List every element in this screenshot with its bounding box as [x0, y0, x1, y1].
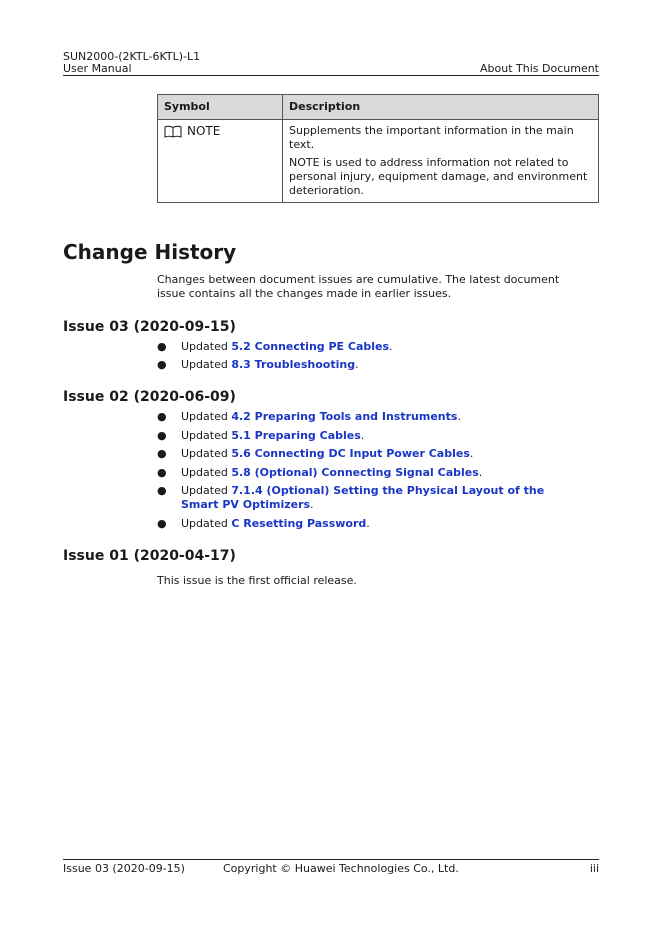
- issue-01-heading: Issue 01 (2020-04-17): [63, 548, 236, 564]
- table-header-symbol: Symbol: [158, 95, 283, 120]
- note-label: NOTE: [187, 124, 221, 138]
- description-text-1: Supplements the important information in the main text.: [289, 124, 574, 151]
- bullet-prefix: Updated: [181, 340, 232, 353]
- symbol-table: [157, 94, 599, 203]
- issue-01-text: This issue is the first official release.: [157, 574, 357, 587]
- header-doc-type: User Manual: [63, 62, 132, 75]
- bullet-dot: ●: [157, 429, 167, 442]
- bullet-prefix: Updated: [181, 484, 232, 497]
- bullet-prefix: Updated: [181, 410, 232, 423]
- link-5-8-connecting-signal-cables[interactable]: 5.8 (Optional) Connecting Signal Cables: [231, 466, 479, 479]
- footer-rule: [63, 859, 599, 860]
- issue-03-heading: Issue 03 (2020-09-15): [63, 319, 236, 335]
- bullet-dot: ●: [157, 466, 167, 479]
- change-history-intro: Changes between document issues are cumulative. The latest document issue contains all the changes made in earlier issues.: [157, 273, 560, 300]
- table-row: [158, 120, 599, 203]
- link-5-2-connecting-pe-cables[interactable]: 5.2 Connecting PE Cables: [231, 340, 390, 353]
- book-icon: [164, 125, 182, 138]
- bullet-suffix: .: [360, 429, 365, 442]
- bullet-suffix: .: [366, 517, 370, 530]
- bullet-prefix: Updated: [181, 358, 232, 371]
- note-symbol: [158, 120, 282, 138]
- description-cell: [283, 120, 599, 203]
- table-header-description: Description: [283, 95, 599, 120]
- header-section: About This Document: [480, 62, 599, 75]
- bullet-dot: ●: [157, 517, 167, 530]
- bullet-dot: ●: [157, 358, 167, 371]
- change-history-title: Change History: [63, 240, 237, 264]
- bullet-suffix: .: [469, 447, 474, 460]
- link-4-2-preparing-tools[interactable]: 4.2 Preparing Tools and Instruments: [231, 410, 458, 423]
- bullet-suffix: .: [355, 358, 359, 371]
- bullet-dot: ●: [157, 340, 167, 353]
- bullet-dot: ●: [157, 447, 167, 460]
- bullet-suffix: .: [478, 466, 483, 479]
- bullet-prefix: Updated: [181, 466, 232, 479]
- link-5-1-preparing-cables[interactable]: 5.1 Preparing Cables: [231, 429, 361, 442]
- symbol-cell: [158, 120, 283, 203]
- footer-copyright: Copyright © Huawei Technologies Co., Ltd.: [223, 862, 459, 875]
- header-rule: [63, 75, 599, 76]
- bullet-dot: ●: [157, 410, 167, 423]
- bullet-suffix: .: [389, 340, 393, 353]
- footer-page-number: iii: [589, 862, 599, 875]
- footer-issue: Issue 03 (2020-09-15): [63, 862, 185, 875]
- description-text-2: NOTE is used to address information not related to personal injury, equipment damage, and environment deterioration.: [289, 156, 588, 197]
- link-7-1-4-setting-physical-layout[interactable]: 7.1.4 (Optional) Setting the Physical Layout of the Smart PV Optimizers: [181, 484, 545, 511]
- bullet-dot: ●: [157, 484, 167, 497]
- link-5-6-connecting-dc-input[interactable]: 5.6 Connecting DC Input Power Cables: [231, 447, 470, 460]
- bullet-suffix: .: [457, 410, 461, 423]
- bullet-prefix: Updated: [181, 429, 232, 442]
- link-c-resetting-password[interactable]: C Resetting Password: [231, 517, 367, 530]
- link-8-3-troubleshooting[interactable]: 8.3 Troubleshooting: [231, 358, 356, 371]
- bullet-suffix: .: [310, 498, 314, 511]
- bullet-prefix: Updated: [181, 447, 232, 460]
- header-product: SUN2000-(2KTL-6KTL)-L1: [63, 50, 201, 63]
- bullet-prefix: Updated: [181, 517, 232, 530]
- issue-02-heading: Issue 02 (2020-06-09): [63, 389, 236, 405]
